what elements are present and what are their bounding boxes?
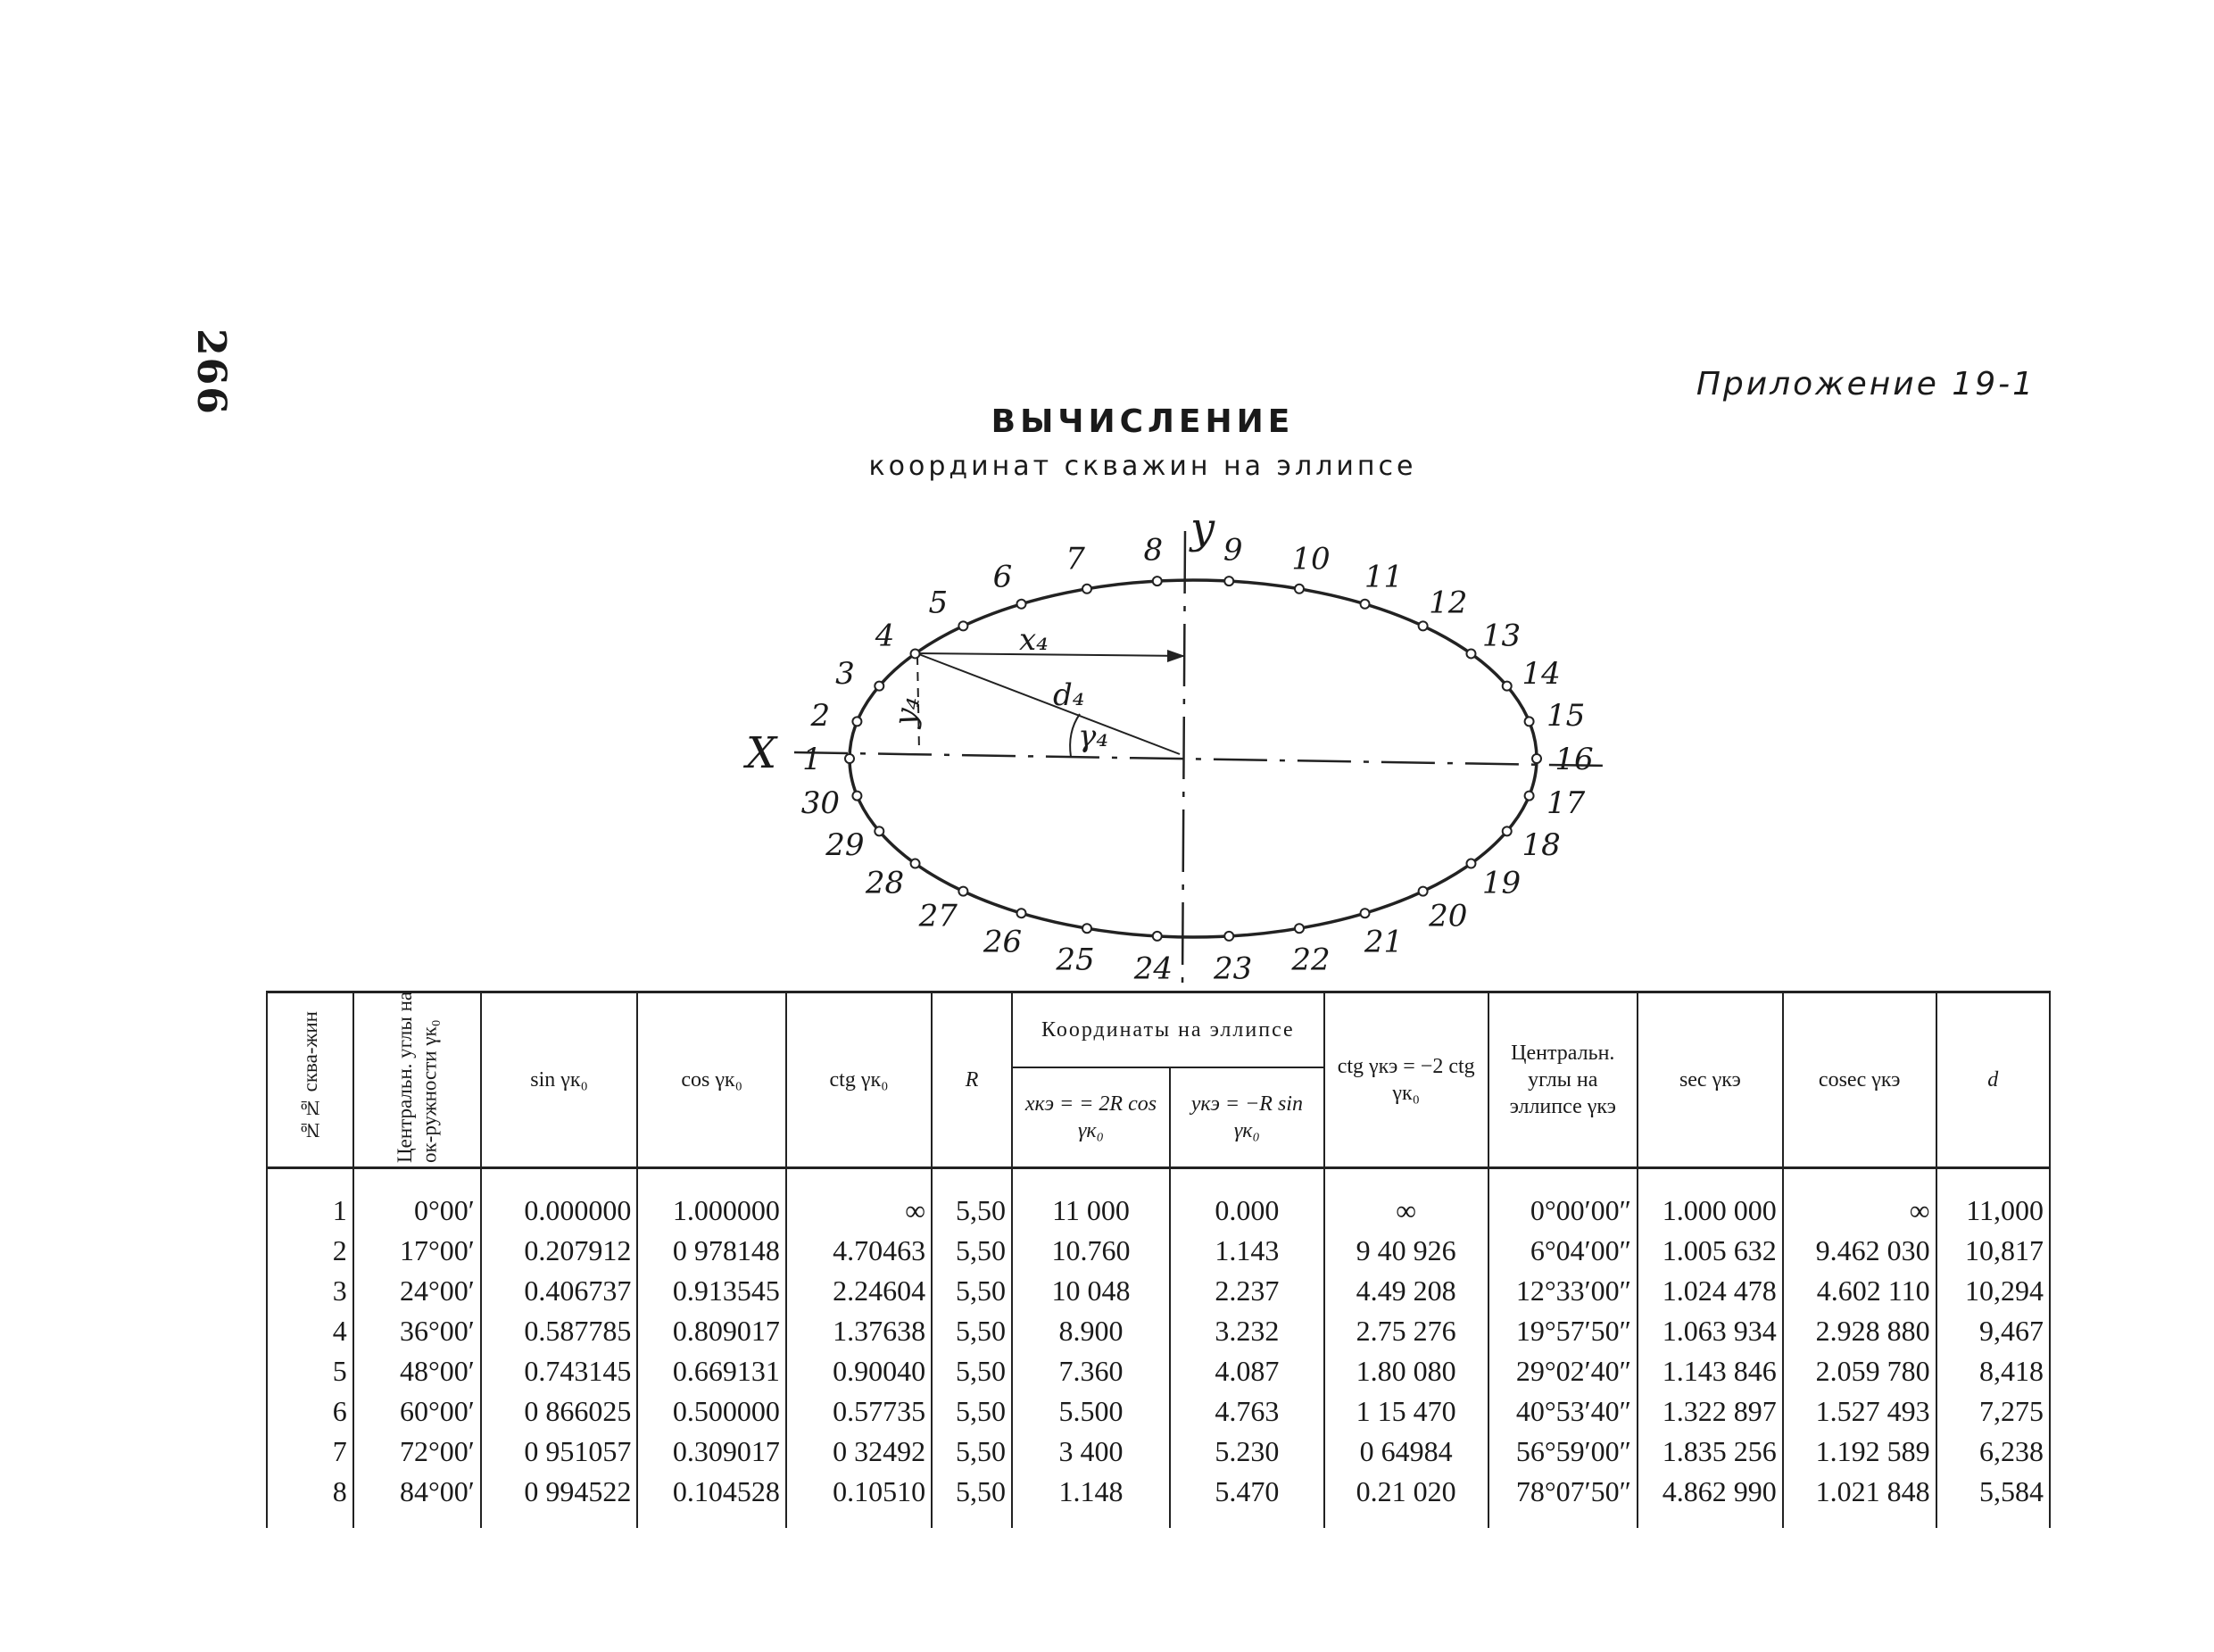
well-point bbox=[1466, 859, 1475, 868]
table-cell: ∞ bbox=[905, 1194, 926, 1226]
table-cell: 1.835 256 bbox=[1662, 1435, 1777, 1467]
table-cell: 4.862 990 bbox=[1662, 1475, 1777, 1507]
table-cell: 11 000 bbox=[1052, 1194, 1130, 1226]
table-cell: 1.000 000 bbox=[1662, 1194, 1777, 1226]
header-cos: cos γк₀ bbox=[637, 992, 786, 1168]
well-point-label: 2 bbox=[810, 697, 831, 734]
table-cell: 0.669131 bbox=[672, 1355, 780, 1387]
table-cell: 10,817 bbox=[1965, 1234, 2044, 1266]
table-cell: 5,50 bbox=[955, 1435, 1006, 1467]
well-point-label: 29 bbox=[825, 826, 865, 863]
table-cell: 0 64984 bbox=[1359, 1435, 1453, 1467]
well-point bbox=[875, 682, 883, 691]
header-ctg: ctg γк₀ bbox=[786, 992, 932, 1168]
col-sin bbox=[481, 1168, 638, 1529]
table-cell: 0 32492 bbox=[833, 1435, 926, 1467]
header-circle-angle: Центральн. углы на ок-ружности γк₀ bbox=[353, 992, 481, 1168]
table-cell: 36°00′ bbox=[400, 1315, 475, 1347]
table-cell: 56°59′00″ bbox=[1515, 1435, 1631, 1467]
well-point bbox=[911, 649, 920, 658]
table-cell: 1.80 080 bbox=[1356, 1355, 1456, 1387]
well-point bbox=[1525, 792, 1534, 801]
col-cos bbox=[637, 1168, 786, 1529]
well-point-label: 25 bbox=[1056, 942, 1095, 978]
col-r bbox=[932, 1168, 1012, 1529]
table-cell: 8.900 bbox=[1058, 1315, 1124, 1347]
table-cell: 0.587785 bbox=[524, 1315, 632, 1347]
table-cell: 0°00′00″ bbox=[1530, 1194, 1631, 1226]
table-cell: 5.230 bbox=[1215, 1435, 1280, 1467]
table-cell: 7.360 bbox=[1058, 1355, 1124, 1387]
well-point bbox=[875, 826, 883, 835]
well-point bbox=[1295, 585, 1304, 594]
table-cell: 24°00′ bbox=[400, 1274, 475, 1307]
table-cell: 0.10510 bbox=[833, 1475, 926, 1507]
table-cell: 7 bbox=[332, 1435, 347, 1467]
well-point-label: 15 bbox=[1546, 697, 1586, 734]
table-cell: 1.005 632 bbox=[1662, 1234, 1777, 1266]
well-point bbox=[1419, 621, 1428, 630]
well-point-label: 12 bbox=[1429, 585, 1468, 621]
table-cell: 0 866025 bbox=[524, 1395, 632, 1427]
well-point-label: 16 bbox=[1555, 742, 1594, 777]
table-cell: 0.913545 bbox=[672, 1274, 780, 1307]
table-body-row bbox=[267, 1168, 2050, 1529]
page-number: 266 bbox=[188, 328, 234, 416]
col-sec bbox=[1638, 1168, 1783, 1529]
table-cell: 1.148 bbox=[1058, 1475, 1124, 1507]
table-cell: 0.500000 bbox=[672, 1395, 780, 1427]
header-ellipse-coords: Координаты на эллипсе bbox=[1012, 992, 1324, 1068]
table-cell: 0°00′ bbox=[414, 1194, 475, 1226]
header-ctg-ellipse: ctg γкэ = −2 ctg γк₀ bbox=[1324, 992, 1488, 1168]
well-point-label: 11 bbox=[1364, 559, 1404, 595]
table-cell: 72°00′ bbox=[400, 1435, 475, 1467]
table-cell: 2.24604 bbox=[833, 1274, 926, 1307]
well-point-label: 5 bbox=[928, 585, 949, 621]
table-cell: 0.57735 bbox=[833, 1395, 926, 1427]
table-cell: 6,238 bbox=[1979, 1435, 2044, 1467]
well-point-label: 20 bbox=[1429, 898, 1468, 934]
table-cell: 4.087 bbox=[1215, 1355, 1280, 1387]
well-point bbox=[958, 621, 967, 630]
table-cell: 2.928 880 bbox=[1815, 1315, 1930, 1347]
table-cell: 0.743145 bbox=[524, 1355, 632, 1387]
table-cell: 4.602 110 bbox=[1816, 1274, 1930, 1307]
table-cell: 4 bbox=[332, 1315, 347, 1347]
col-d bbox=[1936, 1168, 2050, 1529]
gamma4-label: γ₄ bbox=[1078, 718, 1108, 754]
table-cell: 1.024 478 bbox=[1662, 1274, 1777, 1307]
well-point-label: 23 bbox=[1214, 951, 1253, 987]
table-cell: 3.232 bbox=[1215, 1315, 1280, 1347]
table-cell: 3 400 bbox=[1058, 1435, 1124, 1467]
table-cell: 2 bbox=[332, 1234, 347, 1266]
table-cell: 48°00′ bbox=[400, 1355, 475, 1387]
table-cell: 17°00′ bbox=[400, 1234, 475, 1266]
table-cell: 5.500 bbox=[1058, 1395, 1124, 1427]
well-point bbox=[852, 717, 861, 726]
well-point-label: 6 bbox=[992, 559, 1013, 595]
table-cell: 1.021 848 bbox=[1815, 1475, 1930, 1507]
table-cell: 10.760 bbox=[1051, 1234, 1131, 1266]
well-point-label: 10 bbox=[1291, 541, 1331, 577]
table-cell: 0.207912 bbox=[524, 1234, 632, 1266]
table-cell: 1.527 493 bbox=[1815, 1395, 1930, 1427]
table-cell: 5,50 bbox=[955, 1315, 1006, 1347]
well-point-label: 21 bbox=[1364, 924, 1404, 960]
table-cell: 5 bbox=[332, 1355, 347, 1387]
table-cell: 0 994522 bbox=[524, 1475, 632, 1507]
well-point-label: 8 bbox=[1143, 532, 1164, 569]
well-point bbox=[1532, 754, 1541, 763]
table-cell: 9 40 926 bbox=[1356, 1234, 1456, 1266]
col-angle-ellipse bbox=[1488, 1168, 1638, 1529]
table-cell: 10 048 bbox=[1051, 1274, 1131, 1307]
table-cell: 5,50 bbox=[955, 1475, 1006, 1507]
well-point bbox=[1017, 909, 1026, 917]
table-cell: 0.406737 bbox=[524, 1274, 632, 1307]
well-point-label: 19 bbox=[1481, 865, 1522, 901]
well-point bbox=[1082, 585, 1091, 594]
page-subtitle: координат скважин на эллипсе bbox=[868, 451, 1417, 482]
table-cell: 84°00′ bbox=[400, 1475, 475, 1507]
x4-dimension-line bbox=[916, 653, 1185, 656]
well-point-label: 18 bbox=[1522, 826, 1561, 863]
y-axis-line bbox=[1182, 531, 1185, 989]
header-sin: sin γк₀ bbox=[481, 992, 638, 1168]
well-point bbox=[1419, 887, 1428, 896]
well-point bbox=[1503, 826, 1512, 835]
well-point-label: 4 bbox=[875, 618, 895, 654]
col-ctg bbox=[786, 1168, 932, 1529]
table-cell: 4.70463 bbox=[833, 1234, 926, 1266]
well-point bbox=[1361, 600, 1370, 609]
table-cell: 5,50 bbox=[955, 1274, 1006, 1307]
table-cell: 5,584 bbox=[1979, 1475, 2044, 1507]
well-point bbox=[1082, 924, 1091, 933]
well-point-label: 13 bbox=[1481, 618, 1522, 654]
d4-label: d₄ bbox=[1053, 677, 1085, 713]
well-point bbox=[845, 754, 854, 763]
well-point bbox=[1525, 717, 1534, 726]
header-r: R bbox=[932, 992, 1012, 1168]
table-cell: 19°57′50″ bbox=[1515, 1315, 1631, 1347]
x4-label: x₄ bbox=[1019, 622, 1049, 658]
well-point bbox=[911, 859, 920, 868]
table-cell: 2.75 276 bbox=[1356, 1315, 1456, 1347]
table-cell: 5.470 bbox=[1215, 1475, 1280, 1507]
header-d: d bbox=[1936, 992, 2050, 1168]
well-point-label: 28 bbox=[865, 865, 905, 901]
table-cell: 11,000 bbox=[1966, 1194, 2044, 1226]
well-point bbox=[1153, 932, 1162, 941]
well-point-label: 30 bbox=[800, 785, 840, 822]
col-cosec bbox=[1783, 1168, 1936, 1529]
table-cell: 1.37638 bbox=[833, 1315, 926, 1347]
well-point bbox=[1224, 577, 1233, 585]
table-cell: ∞ bbox=[1396, 1194, 1417, 1226]
table-cell: 9.462 030 bbox=[1815, 1234, 1930, 1266]
well-point bbox=[852, 792, 861, 801]
well-point bbox=[1224, 932, 1233, 941]
table-cell: 0 978148 bbox=[672, 1234, 780, 1266]
well-point bbox=[1295, 924, 1304, 933]
x-axis-line bbox=[794, 752, 1606, 766]
well-point-label: 9 bbox=[1223, 532, 1243, 569]
table-cell: 0 951057 bbox=[524, 1435, 632, 1467]
table-cell: 4.49 208 bbox=[1356, 1274, 1456, 1307]
table-cell: 8,418 bbox=[1979, 1355, 2044, 1387]
well-point-label: 27 bbox=[918, 898, 958, 934]
x4-arrow bbox=[1167, 650, 1185, 662]
header-x: xкэ = = 2R cos γк₀ bbox=[1012, 1067, 1170, 1168]
well-point-label: 17 bbox=[1546, 785, 1586, 822]
well-point bbox=[1466, 649, 1475, 658]
table-cell: 1.192 589 bbox=[1815, 1435, 1930, 1467]
col-num bbox=[267, 1168, 353, 1529]
table-cell: 0.000 bbox=[1215, 1194, 1280, 1226]
table-cell: 5,50 bbox=[955, 1234, 1006, 1266]
table-cell: 40°53′40″ bbox=[1515, 1395, 1631, 1427]
coordinates-table bbox=[266, 991, 2051, 1528]
well-point-label: 7 bbox=[1066, 541, 1085, 577]
table-cell: 2.059 780 bbox=[1815, 1355, 1930, 1387]
well-point-label: 14 bbox=[1522, 656, 1561, 693]
col-ctg-ellipse bbox=[1324, 1168, 1488, 1529]
table-cell: 1.143 bbox=[1215, 1234, 1280, 1266]
radius-d4-line bbox=[916, 653, 1180, 754]
table-cell: 0.809017 bbox=[672, 1315, 780, 1347]
table-cell: 3 bbox=[332, 1274, 347, 1307]
table-cell: 0.21 020 bbox=[1356, 1475, 1456, 1507]
axis-y-label: y bbox=[1190, 503, 1215, 553]
header-ellipse-angle: Центральн. углы на эллипсе γкэ bbox=[1488, 992, 1638, 1168]
well-point bbox=[1017, 600, 1026, 609]
well-point-label: 22 bbox=[1291, 942, 1331, 978]
table-cell: 6 bbox=[332, 1395, 347, 1427]
table-cell: 2.237 bbox=[1215, 1274, 1280, 1307]
table-cell: 1.000000 bbox=[672, 1194, 780, 1226]
ellipse-outline bbox=[850, 580, 1537, 937]
col-y bbox=[1170, 1168, 1324, 1529]
table-cell: 0.000000 bbox=[524, 1194, 632, 1226]
well-point bbox=[1153, 577, 1162, 585]
table-cell: 7,275 bbox=[1979, 1395, 2044, 1427]
table-cell: 60°00′ bbox=[400, 1395, 475, 1427]
table-cell: 1 bbox=[332, 1194, 347, 1226]
table-cell: 1 15 470 bbox=[1356, 1395, 1456, 1427]
table-cell: 1.143 846 bbox=[1662, 1355, 1777, 1387]
table-cell: 10,294 bbox=[1965, 1274, 2044, 1307]
table-cell: 5,50 bbox=[955, 1355, 1006, 1387]
appendix-label: Приложение 19-1 bbox=[1696, 366, 2036, 403]
table-cell: 1.322 897 bbox=[1662, 1395, 1777, 1427]
table-cell: 4.763 bbox=[1215, 1395, 1280, 1427]
well-point bbox=[958, 887, 967, 896]
well-point-label: 3 bbox=[835, 656, 855, 693]
table-cell: ∞ bbox=[1909, 1194, 1930, 1226]
table-cell: 1.063 934 bbox=[1662, 1315, 1777, 1347]
col-angle bbox=[353, 1168, 481, 1529]
well-point bbox=[1361, 909, 1370, 917]
header-sec: sec γкэ bbox=[1638, 992, 1783, 1168]
well-point-label: 1 bbox=[802, 742, 822, 777]
table-cell: 29°02′40″ bbox=[1515, 1355, 1631, 1387]
axis-x-label: X bbox=[746, 728, 777, 778]
table-cell: 5,50 bbox=[955, 1194, 1006, 1226]
well-point bbox=[1503, 682, 1512, 691]
well-point-label: 26 bbox=[983, 924, 1023, 960]
table-cell: 8 bbox=[332, 1475, 347, 1507]
table-cell: 0.309017 bbox=[672, 1435, 780, 1467]
table-cell: 5,50 bbox=[955, 1395, 1006, 1427]
y4-label: y₄ bbox=[887, 693, 928, 729]
table-cell: 0.90040 bbox=[833, 1355, 926, 1387]
col-x bbox=[1012, 1168, 1170, 1529]
table-cell: 6°04′00″ bbox=[1530, 1234, 1631, 1266]
header-well-number: №№ сква-жин bbox=[267, 992, 353, 1168]
header-cosec: cosec γкэ bbox=[1783, 992, 1936, 1168]
table-cell: 9,467 bbox=[1979, 1315, 2044, 1347]
page-title: ВЫЧИСЛЕНИЕ bbox=[991, 403, 1295, 440]
well-point-label: 24 bbox=[1133, 951, 1173, 987]
table-cell: 0.104528 bbox=[672, 1475, 780, 1507]
table-cell: 12°33′00″ bbox=[1515, 1274, 1631, 1307]
header-y: yкэ = −R sin γк₀ bbox=[1170, 1067, 1324, 1168]
table-cell: 78°07′50″ bbox=[1515, 1475, 1631, 1507]
